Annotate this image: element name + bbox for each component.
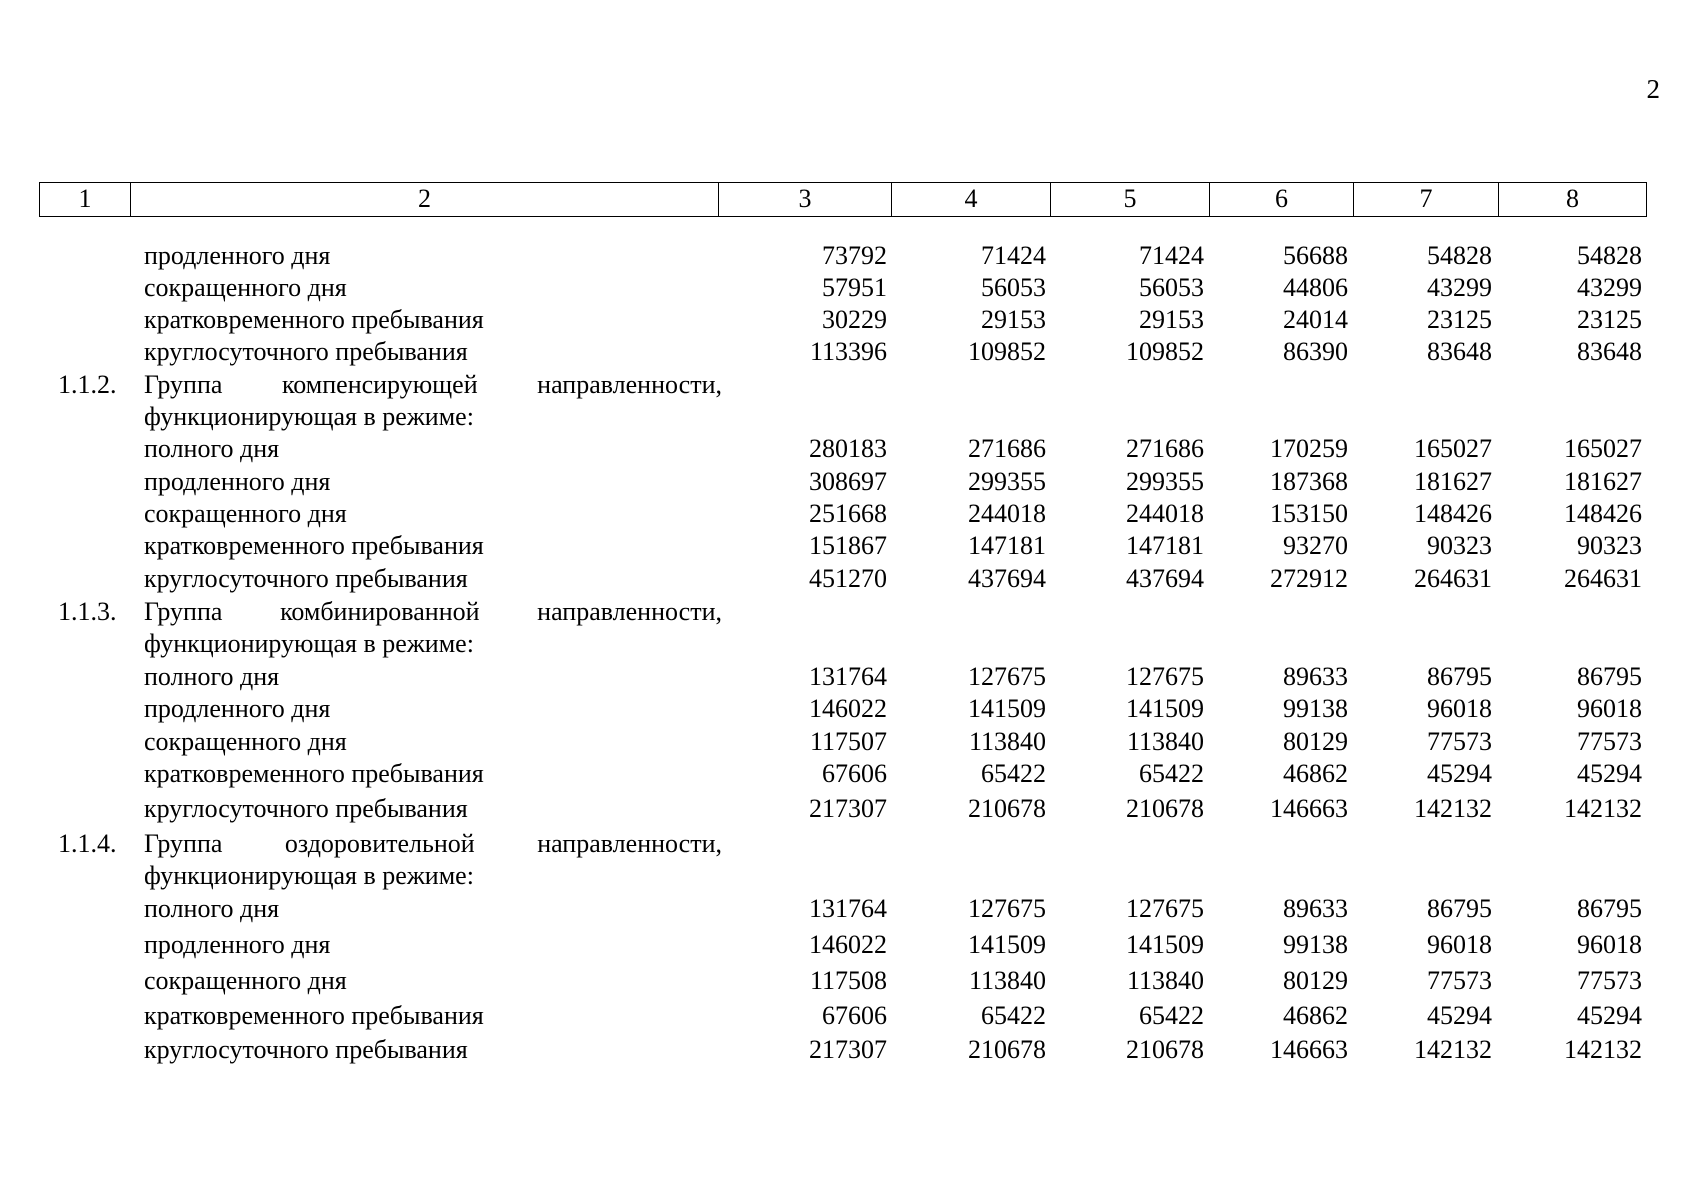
table-row bbox=[0, 693, 1694, 725]
cell-col-8: 54828 bbox=[1577, 241, 1642, 270]
cell-col-4: 210678 bbox=[968, 794, 1046, 823]
cell-col-8: 23125 bbox=[1577, 305, 1642, 334]
cell-col-6: 80129 bbox=[1283, 966, 1348, 995]
cell-col-5: 113840 bbox=[1126, 966, 1204, 995]
row-label-word: направленности, bbox=[537, 829, 722, 858]
table-row bbox=[0, 466, 1694, 498]
table-row bbox=[0, 401, 1694, 433]
table-row bbox=[0, 272, 1694, 304]
table-row bbox=[0, 240, 1694, 272]
cell-col-6: 146663 bbox=[1270, 794, 1348, 823]
cell-col-7: 45294 bbox=[1427, 1001, 1492, 1030]
cell-col-4: 244018 bbox=[968, 499, 1046, 528]
cell-col-6: 89633 bbox=[1283, 662, 1348, 691]
cell-col-8: 165027 bbox=[1564, 434, 1642, 463]
table-row bbox=[0, 628, 1694, 660]
cell-col-5: 299355 bbox=[1126, 467, 1204, 496]
row-label bbox=[144, 828, 722, 860]
cell-col-8: 96018 bbox=[1577, 694, 1642, 723]
cell-col-8: 83648 bbox=[1577, 337, 1642, 366]
row-label: кратковременного пребывания bbox=[144, 531, 484, 560]
cell-col-6: 187368 bbox=[1270, 467, 1348, 496]
cell-col-5: 271686 bbox=[1126, 434, 1204, 463]
row-label: круглосуточного пребывания bbox=[144, 337, 468, 366]
cell-col-8: 86795 bbox=[1577, 662, 1642, 691]
row-label: полного дня bbox=[144, 434, 280, 463]
cell-col-3: 131764 bbox=[809, 894, 887, 923]
cell-col-5: 244018 bbox=[1126, 499, 1204, 528]
row-label: кратковременного пребывания bbox=[144, 305, 484, 334]
row-label: сокращенного дня bbox=[144, 273, 347, 302]
cell-col-3: 451270 bbox=[809, 564, 887, 593]
cell-col-6: 44806 bbox=[1283, 273, 1348, 302]
cell-col-7: 96018 bbox=[1427, 694, 1492, 723]
cell-col-7: 181627 bbox=[1414, 467, 1492, 496]
row-label: продленного дня bbox=[144, 467, 331, 496]
row-label: продленного дня bbox=[144, 930, 331, 959]
cell-col-7: 96018 bbox=[1427, 930, 1492, 959]
row-number: 1.1.4. bbox=[58, 829, 117, 858]
cell-col-8: 77573 bbox=[1577, 727, 1642, 756]
cell-col-3: 251668 bbox=[809, 499, 887, 528]
row-label-word: компенсирующей bbox=[281, 370, 478, 399]
cell-col-4: 141509 bbox=[968, 694, 1046, 723]
row-label-word: Группа bbox=[144, 597, 223, 626]
row-label: продленного дня bbox=[144, 694, 331, 723]
page-number: 2 bbox=[1646, 74, 1660, 104]
row-label: сокращенного дня bbox=[144, 727, 347, 756]
cell-col-3: 308697 bbox=[809, 467, 887, 496]
cell-col-6: 89633 bbox=[1283, 894, 1348, 923]
cell-col-4: 29153 bbox=[981, 305, 1046, 334]
row-label: сокращенного дня bbox=[144, 966, 347, 995]
row-label bbox=[144, 369, 722, 401]
cell-col-3: 73792 bbox=[822, 241, 887, 270]
row-label-word: оздоровительной bbox=[284, 829, 475, 858]
table-row bbox=[0, 433, 1694, 465]
cell-col-3: 113396 bbox=[809, 337, 887, 366]
table-row bbox=[0, 893, 1694, 925]
cell-col-7: 45294 bbox=[1427, 759, 1492, 788]
cell-col-3: 280183 bbox=[809, 434, 887, 463]
row-label bbox=[144, 596, 722, 628]
cell-col-7: 54828 bbox=[1427, 241, 1492, 270]
cell-col-4: 141509 bbox=[968, 930, 1046, 959]
row-label: функционирующая в режиме: bbox=[144, 861, 474, 890]
cell-col-6: 99138 bbox=[1283, 694, 1348, 723]
cell-col-6: 99138 bbox=[1283, 930, 1348, 959]
row-label-word: направленности, bbox=[537, 597, 722, 626]
cell-col-4: 109852 bbox=[968, 337, 1046, 366]
cell-col-4: 71424 bbox=[981, 241, 1046, 270]
row-number: 1.1.3. bbox=[58, 597, 117, 626]
cell-col-5: 437694 bbox=[1126, 564, 1204, 593]
cell-col-7: 165027 bbox=[1414, 434, 1492, 463]
row-label: продленного дня bbox=[144, 241, 331, 270]
cell-col-4: 56053 bbox=[981, 273, 1046, 302]
cell-col-8: 148426 bbox=[1564, 499, 1642, 528]
table-row bbox=[0, 498, 1694, 530]
cell-col-3: 117507 bbox=[809, 727, 887, 756]
cell-col-3: 217307 bbox=[809, 1035, 887, 1064]
header-col-2: 2 bbox=[130, 183, 718, 216]
cell-col-7: 86795 bbox=[1427, 662, 1492, 691]
cell-col-8: 77573 bbox=[1577, 966, 1642, 995]
header-col-7: 7 bbox=[1353, 183, 1498, 216]
row-label: полного дня bbox=[144, 894, 280, 923]
row-label-word: направленности, bbox=[537, 370, 722, 399]
row-label-word: комбинированной bbox=[280, 597, 480, 626]
cell-col-5: 127675 bbox=[1126, 662, 1204, 691]
row-label-word: Группа bbox=[144, 370, 223, 399]
table-row bbox=[0, 1034, 1694, 1066]
cell-col-6: 153150 bbox=[1270, 499, 1348, 528]
cell-col-7: 77573 bbox=[1427, 727, 1492, 756]
cell-col-5: 109852 bbox=[1126, 337, 1204, 366]
header-col-3: 3 bbox=[718, 183, 891, 216]
table-row bbox=[0, 304, 1694, 336]
cell-col-6: 46862 bbox=[1283, 1001, 1348, 1030]
table-row bbox=[0, 530, 1694, 562]
cell-col-8: 45294 bbox=[1577, 1001, 1642, 1030]
cell-col-5: 65422 bbox=[1139, 759, 1204, 788]
table-row bbox=[0, 965, 1694, 997]
cell-col-8: 142132 bbox=[1564, 1035, 1642, 1064]
table-row bbox=[0, 336, 1694, 368]
cell-col-4: 437694 bbox=[968, 564, 1046, 593]
cell-col-7: 86795 bbox=[1427, 894, 1492, 923]
cell-col-5: 56053 bbox=[1139, 273, 1204, 302]
cell-col-7: 90323 bbox=[1427, 531, 1492, 560]
cell-col-8: 96018 bbox=[1577, 930, 1642, 959]
cell-col-5: 29153 bbox=[1139, 305, 1204, 334]
cell-col-3: 217307 bbox=[809, 794, 887, 823]
cell-col-8: 86795 bbox=[1577, 894, 1642, 923]
table-row bbox=[0, 563, 1694, 595]
cell-col-6: 93270 bbox=[1283, 531, 1348, 560]
table-row bbox=[0, 828, 1694, 860]
table-row bbox=[0, 726, 1694, 758]
cell-col-5: 113840 bbox=[1126, 727, 1204, 756]
row-number: 1.1.2. bbox=[58, 370, 117, 399]
cell-col-6: 24014 bbox=[1283, 305, 1348, 334]
table-row bbox=[0, 1000, 1694, 1032]
cell-col-8: 90323 bbox=[1577, 531, 1642, 560]
cell-col-8: 142132 bbox=[1564, 794, 1642, 823]
cell-col-7: 23125 bbox=[1427, 305, 1492, 334]
cell-col-5: 147181 bbox=[1126, 531, 1204, 560]
cell-col-8: 264631 bbox=[1564, 564, 1642, 593]
cell-col-4: 147181 bbox=[968, 531, 1046, 560]
cell-col-4: 127675 bbox=[968, 894, 1046, 923]
row-label: круглосуточного пребывания bbox=[144, 794, 468, 823]
row-label: круглосуточного пребывания bbox=[144, 1035, 468, 1064]
cell-col-6: 272912 bbox=[1270, 564, 1348, 593]
cell-col-5: 141509 bbox=[1126, 694, 1204, 723]
cell-col-7: 83648 bbox=[1427, 337, 1492, 366]
cell-col-3: 30229 bbox=[822, 305, 887, 334]
row-label: функционирующая в режиме: bbox=[144, 402, 474, 431]
cell-col-5: 65422 bbox=[1139, 1001, 1204, 1030]
cell-col-6: 80129 bbox=[1283, 727, 1348, 756]
cell-col-8: 45294 bbox=[1577, 759, 1642, 788]
cell-col-8: 181627 bbox=[1564, 467, 1642, 496]
row-label: функционирующая в режиме: bbox=[144, 629, 474, 658]
cell-col-4: 65422 bbox=[981, 1001, 1046, 1030]
cell-col-7: 142132 bbox=[1414, 794, 1492, 823]
cell-col-5: 127675 bbox=[1126, 894, 1204, 923]
row-label-word: Группа bbox=[144, 829, 223, 858]
cell-col-3: 67606 bbox=[822, 1001, 887, 1030]
cell-col-7: 264631 bbox=[1414, 564, 1492, 593]
header-col-4: 4 bbox=[891, 183, 1050, 216]
table-row bbox=[0, 661, 1694, 693]
cell-col-6: 56688 bbox=[1283, 241, 1348, 270]
cell-col-6: 146663 bbox=[1270, 1035, 1348, 1064]
cell-col-5: 141509 bbox=[1126, 930, 1204, 959]
row-label: кратковременного пребывания bbox=[144, 1001, 484, 1030]
cell-col-4: 127675 bbox=[968, 662, 1046, 691]
header-col-1: 1 bbox=[78, 184, 92, 213]
row-label: сокращенного дня bbox=[144, 499, 347, 528]
cell-col-4: 113840 bbox=[968, 727, 1046, 756]
cell-col-3: 146022 bbox=[809, 930, 887, 959]
header-col-8: 8 bbox=[1498, 183, 1646, 216]
cell-col-5: 210678 bbox=[1126, 1035, 1204, 1064]
table-row bbox=[0, 369, 1694, 401]
cell-col-3: 131764 bbox=[809, 662, 887, 691]
cell-col-4: 210678 bbox=[968, 1035, 1046, 1064]
cell-col-6: 46862 bbox=[1283, 759, 1348, 788]
cell-col-6: 86390 bbox=[1283, 337, 1348, 366]
cell-col-4: 113840 bbox=[968, 966, 1046, 995]
cell-col-7: 148426 bbox=[1414, 499, 1492, 528]
cell-col-7: 43299 bbox=[1427, 273, 1492, 302]
row-label: кратковременного пребывания bbox=[144, 759, 484, 788]
table-row bbox=[0, 793, 1694, 825]
row-label: полного дня bbox=[144, 662, 280, 691]
cell-col-3: 57951 bbox=[822, 273, 887, 302]
cell-col-4: 299355 bbox=[968, 467, 1046, 496]
table-row bbox=[0, 596, 1694, 628]
row-label: круглосуточного пребывания bbox=[144, 564, 468, 593]
cell-col-4: 271686 bbox=[968, 434, 1046, 463]
cell-col-3: 146022 bbox=[809, 694, 887, 723]
cell-col-4: 65422 bbox=[981, 759, 1046, 788]
cell-col-3: 151867 bbox=[809, 531, 887, 560]
cell-col-6: 170259 bbox=[1270, 434, 1348, 463]
cell-col-7: 142132 bbox=[1414, 1035, 1492, 1064]
cell-col-8: 43299 bbox=[1577, 273, 1642, 302]
cell-col-5: 71424 bbox=[1139, 241, 1204, 270]
table-row bbox=[0, 860, 1694, 892]
header-col-6: 6 bbox=[1209, 183, 1353, 216]
table-row bbox=[0, 758, 1694, 790]
table-row bbox=[0, 929, 1694, 961]
cell-col-3: 67606 bbox=[822, 759, 887, 788]
cell-col-5: 210678 bbox=[1126, 794, 1204, 823]
header-col-5: 5 bbox=[1050, 183, 1209, 216]
cell-col-7: 77573 bbox=[1427, 966, 1492, 995]
cell-col-3: 117508 bbox=[809, 966, 887, 995]
